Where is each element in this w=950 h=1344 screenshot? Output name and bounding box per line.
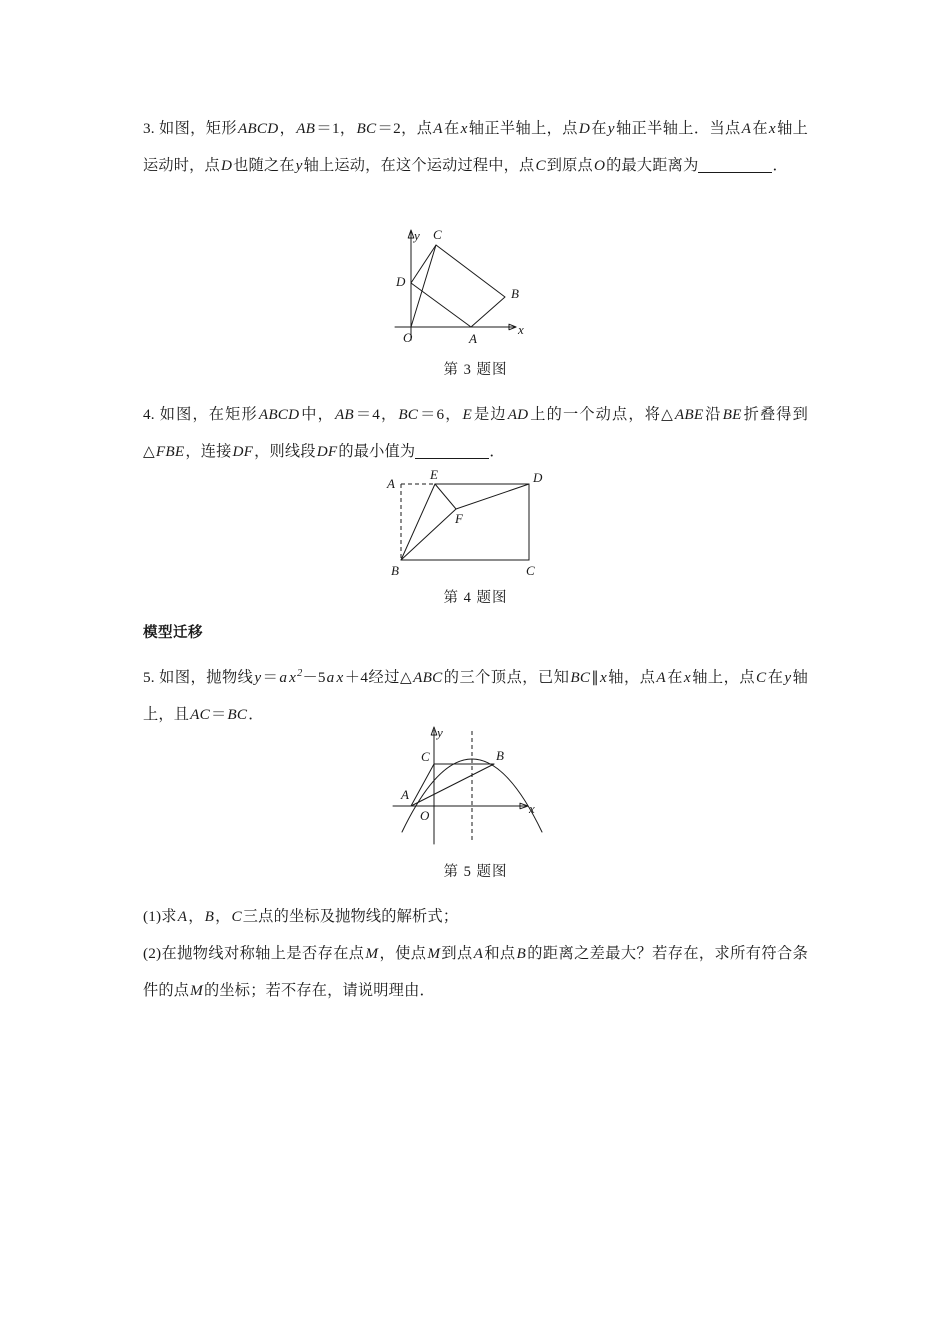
q3-line2-e: 到原点	[546, 157, 593, 174]
q3-line1-f: 轴正半轴上．当点	[615, 120, 741, 137]
q5-p1-post: 三点的坐标及抛物线的解析式；	[242, 908, 459, 925]
label-origin-q5: O	[419, 808, 429, 823]
label-point-a-q4: A	[386, 476, 395, 491]
q3-line2-f: 的最大	[606, 157, 653, 174]
var-b-p1: B	[204, 908, 215, 925]
var-a2-q5: a	[326, 669, 335, 687]
figure-question-4	[143, 468, 808, 583]
var-bc2-q5: BC	[227, 706, 248, 724]
var-m3-p2: M	[190, 982, 204, 999]
q3-line1-d: 轴正半轴上，点	[468, 120, 578, 137]
q5-line2-b: 在	[767, 669, 784, 687]
label-y-axis: y	[413, 228, 420, 243]
var-df-q4: DF	[232, 443, 254, 460]
q5-line1-c: 的三个顶点，已知	[443, 669, 570, 687]
q5-p2-d: 的距离之差最大？若存在，求所	[527, 945, 746, 962]
var-y: y	[607, 120, 615, 137]
var-d: D	[578, 120, 590, 137]
var-abe-q4: ABE	[674, 406, 704, 423]
question-3-text	[143, 110, 808, 184]
q4-line1-d: 上的一个动点，将△	[529, 406, 674, 423]
parallel-symbol: ∥	[591, 669, 600, 687]
label-origin: O	[402, 330, 412, 345]
exponent-2: 2	[297, 668, 303, 679]
q5-p1-pre: (1)求	[143, 908, 177, 925]
q3-line2-c: 也随之在	[233, 157, 295, 174]
label-x-axis: x	[517, 322, 524, 337]
worksheet-page	[143, 0, 808, 1344]
label-point-b-q4: B	[390, 563, 399, 578]
question-5-part-1	[143, 898, 808, 935]
q5-number: 5.	[143, 669, 155, 687]
section-heading-model-transfer: 模型迁移	[143, 625, 203, 641]
label-x-axis-q5: x	[528, 801, 535, 816]
question-4-text	[143, 396, 808, 470]
q3-line2-d: 轴上运动，在这个运动过程中，点	[303, 157, 535, 174]
var-ac-q5: AC	[190, 706, 210, 724]
var-c: C	[535, 157, 546, 174]
var-y2-q5: y	[784, 669, 792, 687]
var-a: A	[433, 120, 443, 137]
label-point-c: C	[432, 227, 442, 242]
q3-eq1: ＝1，	[316, 120, 356, 137]
q4-line1-b: 中，	[300, 406, 334, 423]
question-5-part-2	[143, 935, 808, 1009]
q4-line2-e: ．	[489, 443, 505, 460]
var-a3-q5: A	[656, 669, 666, 687]
var-d-2: D	[220, 157, 233, 174]
q5-p2-b: 到点	[441, 945, 473, 962]
q5-line2-c: 轴上，且	[143, 669, 809, 724]
var-abcd-q4: ABCD	[258, 406, 300, 423]
figure-4-svg	[381, 468, 571, 578]
label-point-f-q4: F	[454, 511, 463, 526]
q4-line1-e: 沿	[704, 406, 722, 423]
q4-line2-d: 的最小值为	[338, 443, 416, 460]
q3-line1-b: ，	[279, 120, 296, 137]
var-x-2: x	[768, 120, 776, 137]
q4-number: 4.	[143, 406, 155, 423]
label-y-axis-q5: y	[436, 725, 443, 740]
q3-eq2: ＝2，点	[377, 120, 433, 137]
var-a-2: A	[741, 120, 752, 137]
q3-line2-b: 轴上运动时，点	[143, 120, 809, 174]
var-y-q5: y	[254, 669, 262, 687]
q5-eq-a: ＝	[262, 669, 279, 687]
label-point-c-q5: C	[420, 749, 430, 764]
label-point-e-q4: E	[429, 467, 438, 482]
q5-line2-a: 点	[739, 669, 756, 687]
var-m2-p2: M	[427, 945, 441, 962]
var-ad-q4: AD	[507, 406, 529, 423]
label-point-a: A	[468, 331, 477, 346]
label-point-d: D	[395, 274, 405, 289]
q5-p2-l2a: 有符合条件的点	[143, 945, 808, 999]
segment-fd	[456, 484, 529, 509]
figure-5-caption: 第 5 题图	[443, 864, 508, 880]
q5-eq-b: －5	[302, 669, 326, 687]
q5-p2-pre: (2)在抛物线对称轴上是否存在点	[143, 945, 365, 962]
var-x: x	[460, 120, 468, 137]
q5-line2-d: ＝	[210, 706, 227, 724]
var-be-q4: BE	[722, 406, 742, 423]
q4-eq1: ＝4，	[354, 406, 398, 423]
var-abc-q5: ABC	[413, 669, 443, 687]
q3-line3-a: 距离为	[652, 157, 699, 174]
label-point-a-q5: A	[400, 787, 409, 802]
q3-line1-a: 如图，矩形	[159, 120, 237, 137]
q5-line1-a: 如图，抛物线	[159, 669, 254, 687]
var-x4-q5: x	[683, 669, 691, 687]
q4-line2-b: ，连接	[185, 443, 232, 460]
var-x-q5: x	[289, 669, 297, 687]
segment-bf	[401, 509, 456, 560]
q4-line1-a: 如图，在矩形	[159, 406, 258, 423]
q5-p1-s1: ，	[188, 908, 204, 925]
q5-line1-f: 轴上，	[691, 669, 740, 687]
figure-3-svg	[381, 222, 571, 350]
figure-5-svg	[381, 718, 571, 853]
var-x2-q5: x	[336, 669, 344, 687]
q4-line1-c: 是边	[473, 406, 507, 423]
var-a-q5: a	[279, 669, 288, 687]
label-point-c-q4: C	[525, 563, 535, 578]
var-fbe-q4: FBE	[155, 443, 185, 460]
q5-eq-c: ＋4	[344, 669, 369, 687]
q4-eq2: ＝6，	[419, 406, 462, 423]
label-point-b-q5: B	[495, 748, 504, 763]
q5-line1-b: 经过△	[368, 669, 413, 687]
var-bc-q5: BC	[570, 669, 591, 687]
var-y-2: y	[295, 157, 303, 174]
segment-be	[401, 484, 435, 560]
var-c-q5: C	[756, 669, 767, 687]
q5-p2-l2b: 的坐标；若不存在，请说明理由．	[204, 982, 435, 999]
q5-line2-e: ．	[248, 706, 264, 724]
var-a-p1: A	[177, 908, 188, 925]
var-ab: AB	[296, 120, 316, 137]
var-abcd: ABCD	[237, 120, 279, 137]
segment-ab-q5	[411, 764, 494, 806]
segment-ef	[435, 484, 456, 509]
q5-line1-d: 轴，点	[607, 669, 656, 687]
var-e-q4: E	[462, 406, 473, 423]
q3-number: 3.	[143, 120, 155, 137]
answer-blank-q3[interactable]	[698, 159, 772, 173]
rectangle-abcd	[411, 245, 505, 327]
figure-question-5	[143, 718, 808, 858]
figure-4-caption: 第 4 题图	[443, 590, 508, 606]
q5-p1-s2: ，	[215, 908, 231, 925]
q5-p2-c: 和点	[484, 945, 516, 962]
q4-line2-a: 叠得到△	[143, 406, 809, 460]
q3-line3-b: ．	[772, 157, 788, 174]
q3-line2-a: 在	[752, 120, 768, 137]
var-m-p2: M	[365, 945, 379, 962]
q5-line1-e: 在	[666, 669, 683, 687]
var-b-p2: B	[516, 945, 527, 962]
q3-line1-e: 在	[591, 120, 607, 137]
q3-line1-c: 在	[443, 120, 460, 137]
var-o: O	[593, 157, 606, 174]
var-df2-q4: DF	[316, 443, 338, 460]
label-point-b: B	[510, 286, 519, 301]
var-ab-q4: AB	[334, 406, 354, 423]
var-bc: BC	[356, 120, 377, 137]
var-x3-q5: x	[600, 669, 607, 687]
q4-line2-c: ，则线段	[254, 443, 316, 460]
q5-p2-a: ，使点	[379, 945, 427, 962]
figure-question-3	[143, 222, 808, 355]
label-point-d-q4: D	[532, 470, 542, 485]
figure-3-caption: 第 3 题图	[443, 362, 508, 378]
q4-line1-f: 折	[742, 406, 760, 423]
var-a-p2: A	[473, 945, 484, 962]
var-bc-q4: BC	[398, 406, 419, 423]
answer-blank-q4[interactable]	[415, 445, 489, 459]
var-c-p1: C	[231, 908, 242, 925]
